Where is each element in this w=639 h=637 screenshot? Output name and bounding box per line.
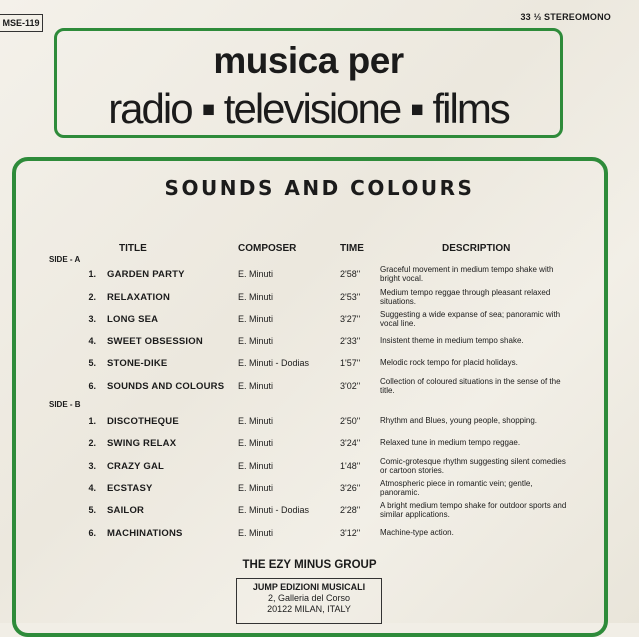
track-number: 5.	[88, 358, 96, 368]
track-composer: E. Minuti	[238, 269, 274, 279]
track-description: Atmospheric piece in romantic vein; gentle, panoramic.	[380, 479, 533, 497]
publisher-address-line-2: 20122 MILAN, ITALY	[267, 604, 351, 614]
speed-label: 33 ⅓ STEREOMONO	[520, 12, 611, 22]
track-description: A bright medium tempo shake for outdoor sports and similar applications.	[380, 501, 567, 519]
track-composer: E. Minuti	[238, 416, 274, 426]
track-title: RELAXATION	[107, 292, 171, 303]
publisher-box	[236, 578, 382, 624]
track-description: Rhythm and Blues, young people, shopping.	[380, 416, 537, 425]
column-header-time: TIME	[340, 243, 364, 254]
track-title: GARDEN PARTY	[107, 269, 185, 280]
track-row	[0, 332, 639, 354]
artist-group-name: THE EZY MINUS GROUP	[242, 559, 377, 571]
track-row	[0, 265, 639, 287]
column-header-composer: COMPOSER	[238, 243, 297, 254]
track-number: 1.	[88, 269, 96, 279]
track-title: LONG SEA	[107, 314, 159, 325]
track-title: STONE-DIKE	[107, 358, 168, 369]
track-row	[0, 377, 639, 399]
track-number: 3.	[88, 314, 96, 324]
track-time: 3'26''	[340, 483, 361, 493]
track-time: 1'48''	[340, 461, 361, 471]
track-number: 3.	[88, 461, 96, 471]
track-time: 2'33''	[340, 336, 361, 346]
track-number: 4.	[88, 483, 96, 493]
track-title: SWEET OBSESSION	[107, 336, 203, 347]
track-time: 2'28''	[340, 505, 361, 515]
track-number: 2.	[88, 438, 96, 448]
track-number: 4.	[88, 336, 96, 346]
track-title: DISCOTHEQUE	[107, 416, 179, 427]
track-composer: E. Minuti	[238, 314, 274, 324]
track-row	[0, 310, 639, 332]
track-composer: E. Minuti - Dodias	[238, 505, 310, 515]
track-time: 1'57''	[340, 358, 361, 368]
title-line-1: musica per	[213, 40, 404, 81]
track-composer: E. Minuti - Dodias	[238, 358, 310, 368]
track-number: 6.	[88, 528, 96, 538]
track-composer: E. Minuti	[238, 438, 274, 448]
track-row	[0, 412, 639, 434]
track-time: 3'12''	[340, 528, 361, 538]
track-time: 2'58''	[340, 269, 361, 279]
track-title: MACHINATIONS	[107, 528, 183, 539]
side-b-label: SIDE - B	[49, 400, 81, 409]
track-number: 6.	[88, 381, 96, 391]
track-time: 3'02''	[340, 381, 361, 391]
track-description: Medium tempo reggae through pleasant relaxed situations.	[380, 288, 551, 306]
track-time: 2'50''	[340, 416, 361, 426]
publisher-name: JUMP EDIZIONI MUSICALI	[252, 582, 366, 592]
publisher-address-line-1: 2, Galleria del Corso	[267, 593, 351, 603]
track-row	[0, 479, 639, 501]
track-composer: E. Minuti	[238, 336, 274, 346]
track-description: Machine-type action.	[380, 528, 454, 537]
track-description: Suggesting a wide expanse of sea; panoramic with vocal line.	[380, 310, 561, 328]
track-time: 3'27''	[340, 314, 361, 324]
column-header-description: DESCRIPTION	[442, 243, 511, 254]
track-title: ECSTASY	[107, 483, 153, 494]
track-time: 3'24''	[340, 438, 361, 448]
track-title: SAILOR	[107, 505, 145, 516]
track-composer: E. Minuti	[238, 528, 274, 538]
track-description: Comic-grotesque rhythm suggesting silent comedies or cartoon stories.	[380, 457, 566, 475]
side-a-label: SIDE - A	[49, 255, 81, 264]
track-composer: E. Minuti	[238, 483, 274, 493]
track-row	[0, 434, 639, 456]
track-row	[0, 288, 639, 310]
title-line-2: radio ▪ televisione ▪ films	[108, 85, 509, 132]
track-row	[0, 354, 639, 376]
track-description: Collection of coloured situations in the sense of the title.	[380, 377, 561, 395]
track-number: 2.	[88, 292, 96, 302]
track-row	[0, 501, 639, 523]
catalog-number: MSE-119	[0, 14, 43, 32]
track-title: CRAZY GAL	[107, 461, 165, 472]
track-title: SWING RELAX	[107, 438, 177, 449]
track-description: Graceful movement in medium tempo shake with bright vocal.	[380, 265, 554, 283]
track-number: 1.	[88, 416, 96, 426]
track-number: 5.	[88, 505, 96, 515]
track-time: 2'53''	[340, 292, 361, 302]
track-row	[0, 457, 639, 479]
track-description: Insistent theme in medium tempo shake.	[380, 336, 524, 345]
track-composer: E. Minuti	[238, 292, 274, 302]
title-box	[54, 28, 563, 138]
track-row	[0, 524, 639, 546]
column-header-title: TITLE	[119, 243, 147, 254]
track-composer: E. Minuti	[238, 381, 274, 391]
track-title: SOUNDS AND COLOURS	[107, 381, 225, 392]
album-title: SOUNDS AND COLOURS	[164, 176, 475, 200]
track-description: Relaxed tune in medium tempo reggae.	[380, 438, 521, 447]
track-description: Melodic rock tempo for placid holidays.	[380, 358, 518, 367]
track-composer: E. Minuti	[238, 461, 274, 471]
